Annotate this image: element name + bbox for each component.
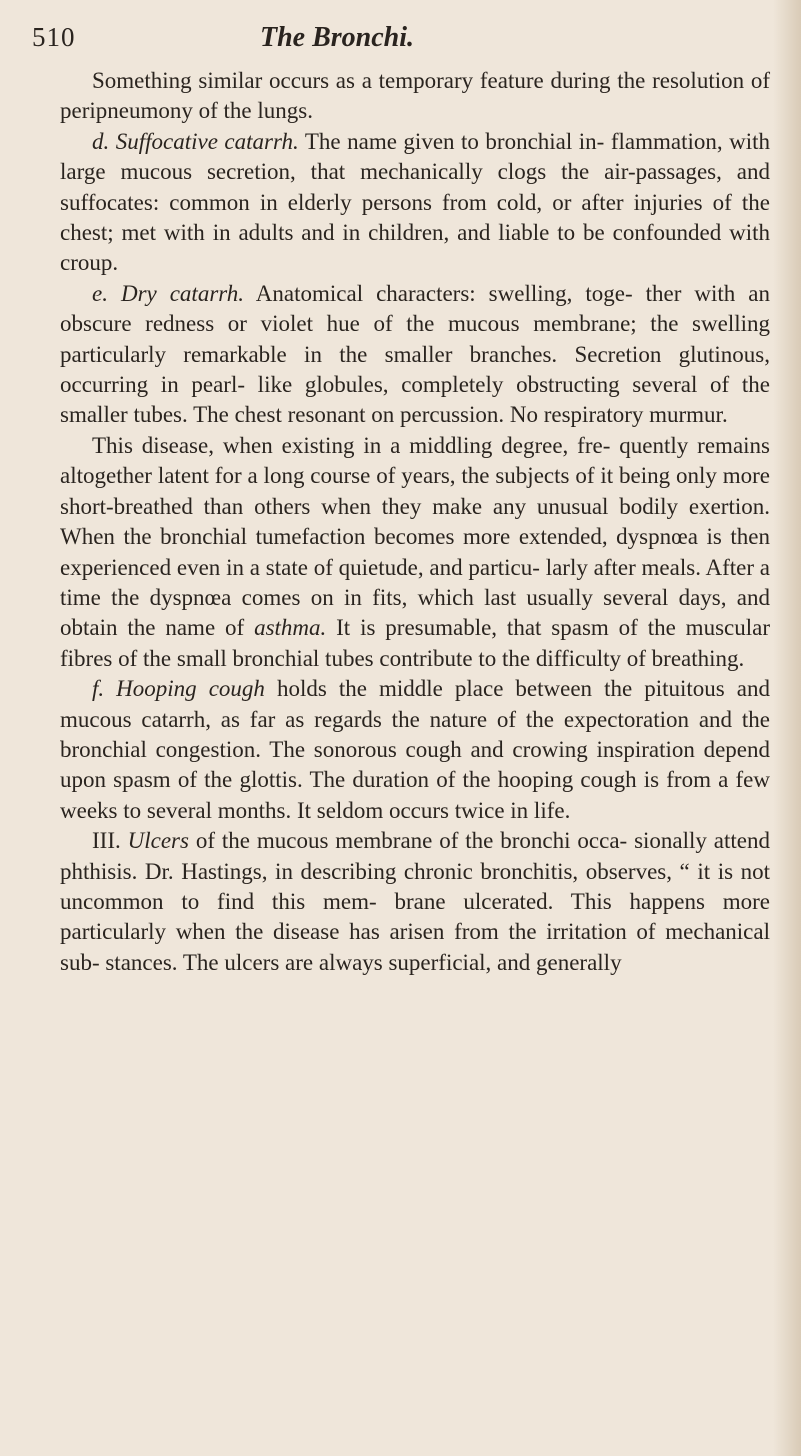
paragraph-dry-catarrh [60, 279, 770, 431]
paragraph-suffocative-catarrh [60, 127, 770, 279]
section-numeral: III. [92, 828, 121, 854]
page-number: 510 [32, 22, 76, 52]
asthma-term: asthma. [254, 615, 327, 641]
section-lead: Ulcers [120, 828, 189, 854]
paragraph-text: This disease, when existing in a middling degree, fre- quently remains altogether latent for a long course of years, the subjects of it being only more short-breathed than others when they make any unusual bodily exertion. When the bronchial tumefaction becomes more extended, dyspnœa is then experienced even in a state of quietude, and particu- larly after meals. After a time the dyspnœa comes on in fits, which last usually several days, and obtain the name of [60, 432, 770, 641]
section-lead: f. Hooping cough [92, 676, 265, 702]
paragraph-text: Anatomical characters: swelling, toge- ther with an obscure redness or violet hue of the mucous membrane; the swelling particularly remarkable in the smaller branches. Secretion glutinous, occurring in pearl- like globules, completely obstructing several of the smaller tubes. The chest resonant on percussion. No respiratory murmur. [60, 280, 770, 428]
paragraph-text: holds the middle place between the pituitous and mucous catarrh, as far as regards the nature of the expectoration and the bronchial congestion. The sonorous cough and crowing inspiration depend upon spasm of the glottis. The duration of the hooping cough is from a few weeks to several months. It seldom occurs twice in life. [60, 676, 770, 823]
page-edge-shadow [773, 0, 801, 1456]
paragraph-resolution [60, 66, 770, 127]
body-text [60, 66, 770, 978]
section-lead: d. Suffocative catarrh. [92, 128, 299, 154]
paragraph-hooping-cough [60, 674, 770, 826]
section-lead: e. Dry catarrh. [92, 280, 245, 306]
paragraph-ulcers [60, 826, 770, 978]
paragraph-text: Something similar occurs as a temporary feature during the resolution of peripneumony of the lungs. [60, 68, 770, 124]
running-title: The Bronchi. [260, 22, 415, 53]
paragraph-text: It is presumable, that spasm of the muscular fibres of the small bronchial tubes contribute to the difficulty of breathing. [60, 615, 770, 671]
page-header [32, 22, 772, 62]
paragraph-disease-course [60, 431, 770, 674]
paragraph-text: of the mucous membrane of the bronchi occa- sionally attend phthisis. Dr. Hastings, in describing chronic bronchitis, observes, “ it is not uncommon to find this mem- brane ulcerated. This happens more particularly when the disease has arisen from the irritation of mechanical sub- stances. The ulcers are always superficial, and generally [60, 828, 771, 975]
paragraph-text: The name given to bronchial in- flammation, with large mucous secretion, that mechanically clogs the air-passages, and suffocates: common in elderly persons from cold, or after injuries of the chest; met with in adults and in children, and liable to be confounded with croup. [60, 128, 770, 276]
